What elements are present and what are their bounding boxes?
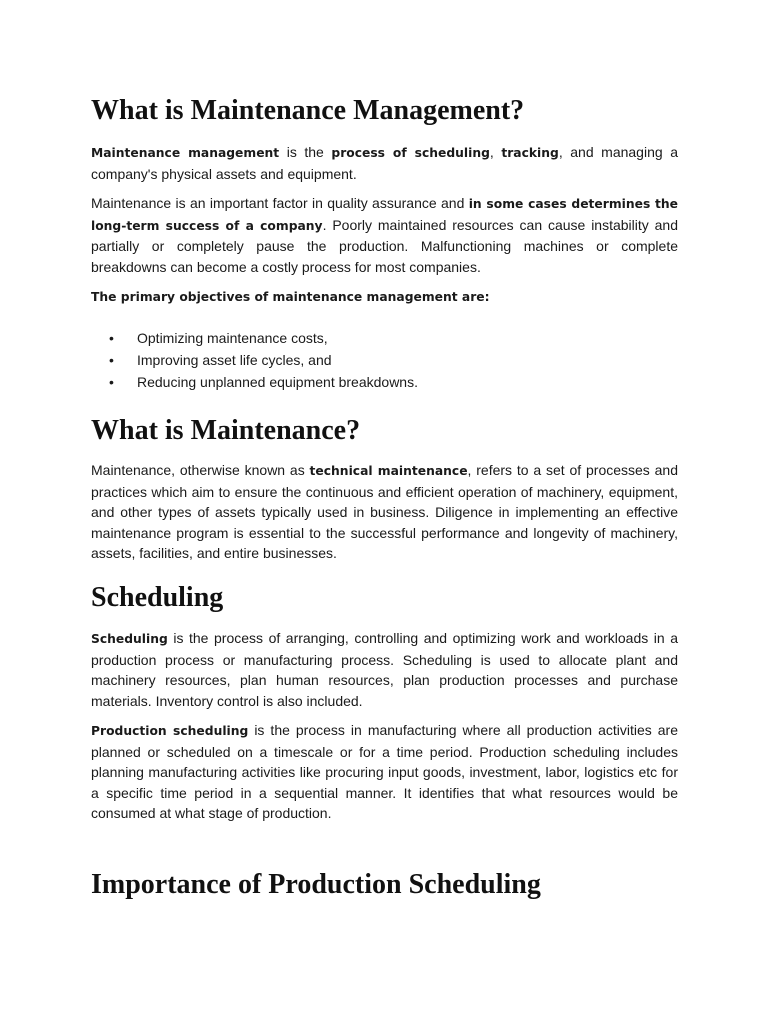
heading-importance-production-scheduling: Importance of Production Scheduling — [91, 869, 541, 900]
maintenance-paragraph — [91, 460, 678, 564]
production-scheduling-text-1: is the process in manufacturing where all production activities are planned or scheduled on a timescale or for a time period. Production scheduling includes planning manufacturing activities like procuring input goods, investment, labor, logistics etc for a specific time period in a sequential manner. It identifies that what resources would be consumed at what stage of production. — [91, 722, 678, 822]
bold-technical-maintenance: technical maintenance — [309, 464, 468, 478]
bold-scheduling: Scheduling — [91, 632, 168, 646]
production-scheduling-paragraph — [91, 720, 678, 824]
importance-text-1: Maintenance is an important factor in quality assurance and — [91, 195, 469, 211]
bold-tracking: tracking — [501, 146, 559, 160]
scheduling-text-1: is the process of arranging, controlling and optimizing work and workloads in a production process or manufacturing process. Scheduling is used to allocate plant and machinery resources, plan human resources, plan production processes and purchase materials. Inventory control is also included. — [91, 630, 678, 709]
bold-long-term-success: in some cases determines the long-term success of a company — [91, 197, 678, 233]
bold-objectives-label: The primary objectives of maintenance management are: — [91, 290, 490, 304]
intro-text-1: is the — [279, 144, 332, 160]
bold-maintenance-management: Maintenance management — [91, 146, 280, 160]
intro-text-3: , and managing a company's physical assets and equipment. — [91, 144, 678, 182]
intro-text-2: , — [489, 144, 502, 160]
list-item: • Optimizing maintenance costs, — [137, 327, 724, 349]
maintenance-text-1: Maintenance, otherwise known as — [91, 462, 310, 478]
intro-paragraph — [91, 142, 678, 184]
list-item: • Reducing unplanned equipment breakdowns. — [137, 371, 724, 393]
heading-scheduling: Scheduling — [91, 582, 224, 613]
list-item: • Improving asset life cycles, and — [137, 349, 724, 371]
bold-process-of-scheduling: process of scheduling — [331, 146, 490, 160]
heading-maintenance-management: What is Maintenance Management? — [91, 95, 525, 126]
maintenance-text-2: , refers to a set of processes and practices which aim to ensure the continuous and efficient operation of machinery, equipment, and other types of assets typically used in business. Diligence in implementing an effective maintenance program is essential to the successful performance and longevity of machinery, assets, facilities, and entire businesses. — [91, 462, 678, 562]
bold-production-scheduling: Production scheduling — [91, 724, 249, 738]
scheduling-paragraph — [91, 628, 678, 711]
importance-paragraph — [91, 193, 678, 277]
heading-maintenance: What is Maintenance? — [91, 415, 361, 446]
objectives-label — [91, 286, 678, 308]
importance-text-2: . Poorly maintained resources can cause instability and partially or completely pause the production. Malfunctioning machines or complete breakdowns can become a costly process for most companies. — [91, 216, 678, 275]
objectives-list — [91, 327, 724, 393]
